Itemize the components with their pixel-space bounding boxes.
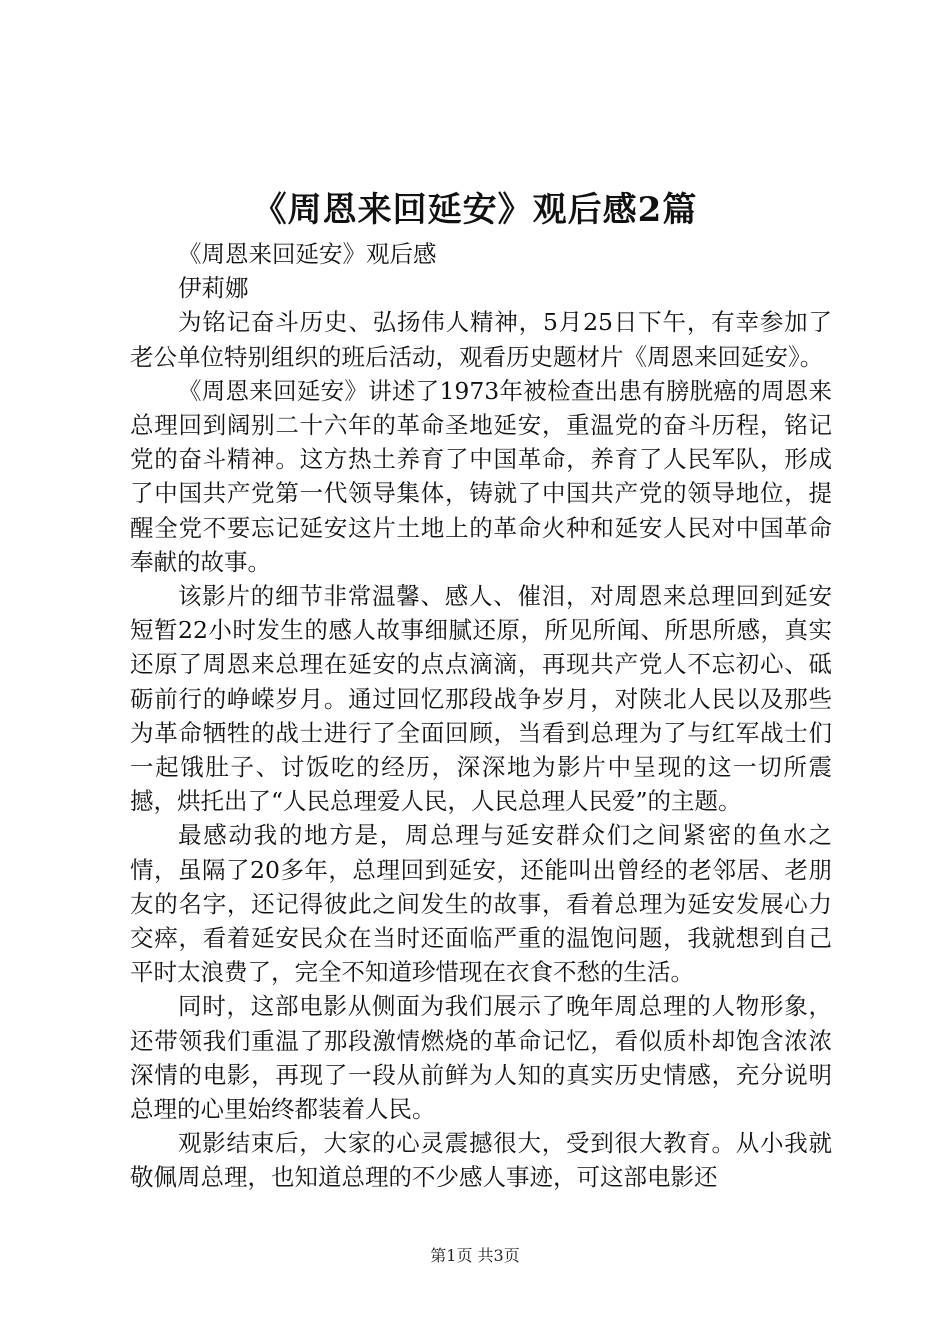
paragraph: 同时，这部电影从侧面为我们展示了晚年周总理的人物形象，还带领我们重温了那段激情燃烧的革命记忆，看似质朴却饱含浓浓深情的电影，再现了一段从前鲜为人知的真实历史情感，充分说明总理的心里始终都装着人民。	[130, 992, 832, 1124]
paragraph: 《周恩来回延安》讲述了1973年被检查出患有膀胱癌的周恩来总理回到阔别二十六年的革命圣地延安，重温党的奋斗历程，铭记党的奋斗精神。这方热土养育了中国革命，养育了人民军队，形成了中国共产党第一代领导集体，铸就了中国共产党的领导地位，提醒全党不要忘记延安这片土地上的革命火种和延安人民对中国革命奉献的故事。	[130, 376, 832, 576]
paragraph: 最感动我的地方是，周总理与延安群众们之间紧密的鱼水之情，虽隔了20多年，总理回到延安，还能叫出曾经的老邻居、老朋友的名字，还记得彼此之间发生的故事，看着总理为延安发展心力交瘁，看着延安民众在当时还面临严重的温饱问题，我就想到自己平时太浪费了，完全不知道珍惜现在衣食不愁的生活。	[130, 821, 832, 987]
essay-author: 伊莉娜	[178, 274, 249, 303]
document-title: 《周恩来回延安》观后感2篇	[252, 190, 698, 230]
document-body	[130, 237, 832, 1195]
essay-subtitle: 《周恩来回延安》观后感	[178, 240, 437, 268]
page-number-footer: 第1页 共3页	[430, 1246, 520, 1265]
paragraph: 观影结束后，大家的心灵震撼很大，受到很大教育。从小我就敬佩周总理，也知道总理的不少感人事迹，可这部电影还	[130, 1129, 832, 1192]
paragraph: 该影片的细节非常温馨、感人、催泪，对周恩来总理回到延安短暂22小时发生的感人故事细腻还原，所见所闻、所思所感，真实还原了周恩来总理在延安的点点滴滴，再现共产党人不忘初心、砥砺前行的峥嵘岁月。通过回忆那段战争岁月，对陕北人民以及那些为革命牺牲的战士进行了全面回顾，当看到总理为了与红军战士们一起饿肚子、讨饭吃的经历，深深地为影片中呈现的这一切所震撼，烘托出了“人民总理爱人民，人民总理人民爱”的主题。	[130, 582, 832, 816]
paragraph: 为铭记奋斗历史、弘扬伟人精神，5月25日下午，有幸参加了老公单位特别组织的班后活动，观看历史题材片《周恩来回延安》。	[130, 308, 832, 371]
